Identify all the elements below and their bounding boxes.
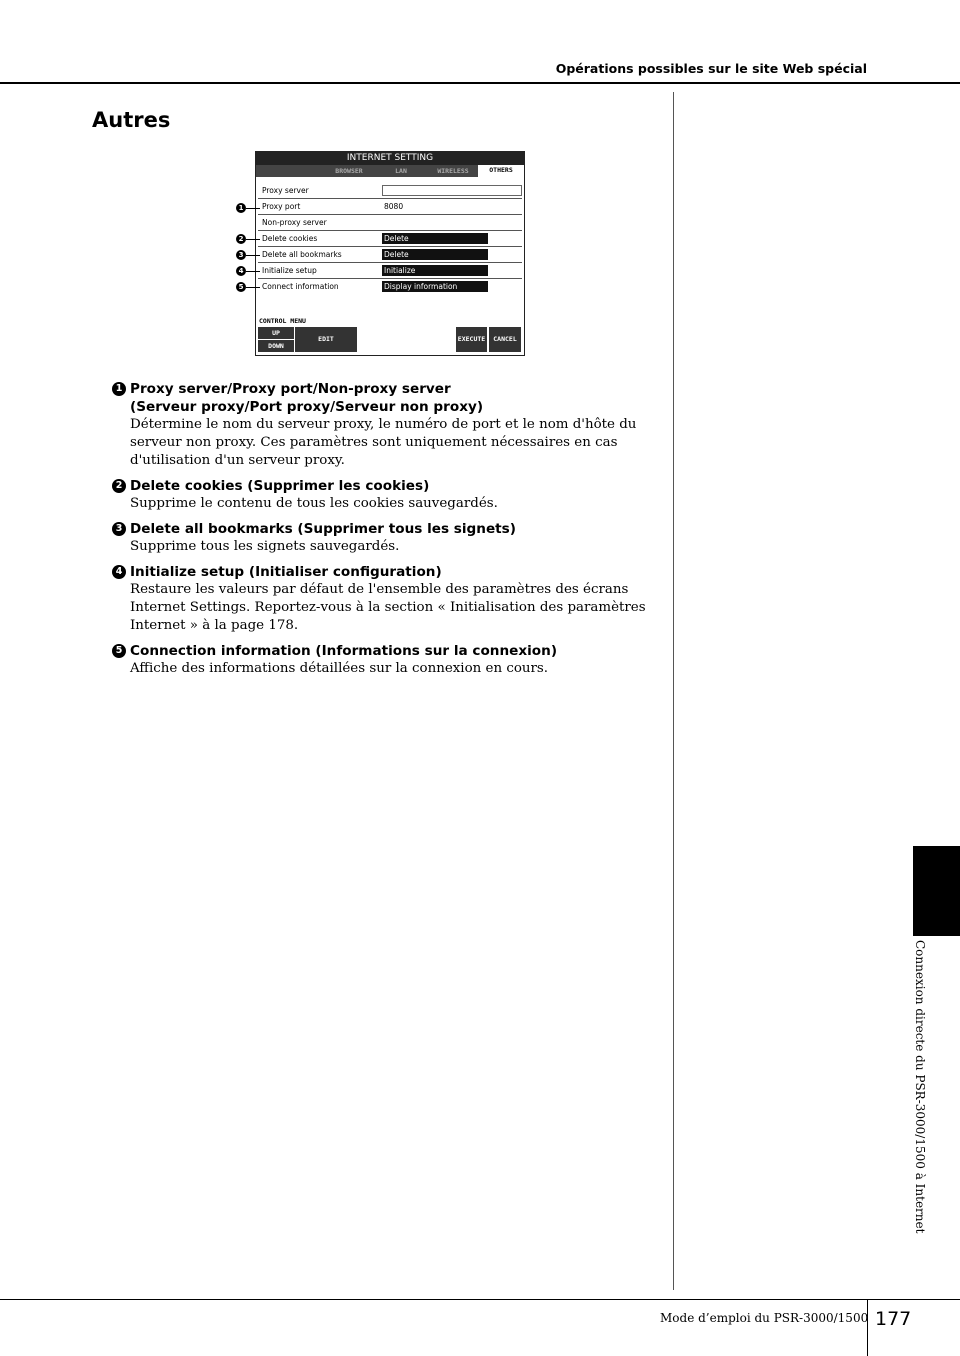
item-number-badge: 1	[112, 382, 126, 396]
list-item	[112, 477, 652, 513]
screen-tab-bar	[256, 165, 524, 177]
setting-row-initialize[interactable]	[258, 263, 522, 279]
setting-row-proxy-server[interactable]	[258, 183, 522, 199]
setting-row-delete-bookmarks[interactable]	[258, 247, 522, 263]
item-heading: Delete cookies (Supprimer les cookies)	[130, 478, 430, 494]
setting-row-proxy-port[interactable]	[258, 199, 522, 215]
execute-button[interactable]: EXECUTE	[456, 327, 487, 352]
list-item	[112, 520, 652, 556]
item-description: Supprime tous les signets sauvegardés.	[130, 539, 400, 554]
item-heading: Initialize setup (Initialiser configuration)	[130, 564, 442, 580]
setting-row-delete-cookies[interactable]	[258, 231, 522, 247]
footer-divider	[867, 1299, 868, 1356]
tab-lan[interactable]: LAN	[395, 167, 407, 175]
setting-value-field[interactable]	[382, 185, 522, 196]
setting-label: Non-proxy server	[262, 218, 327, 227]
callout-leader	[246, 255, 260, 256]
running-header: Opérations possibles sur le site Web spécial	[555, 61, 867, 76]
callout-leader	[246, 239, 260, 240]
setting-label: Proxy port	[262, 202, 301, 211]
initialize-button[interactable]: Initialize	[382, 265, 488, 276]
list-item	[112, 563, 652, 635]
setting-value-field[interactable]: 8080	[384, 202, 404, 211]
item-description: Détermine le nom du serveur proxy, le numéro de port et le nom d'hôte du serveur non proxy. Ces paramètres sont uniquement nécessaires en cas d'utilisation d'un serveur proxy.	[130, 417, 637, 468]
callout-marker-2: 2	[236, 234, 246, 244]
item-description: Affiche des informations détaillées sur la connexion en cours.	[130, 661, 549, 676]
chapter-tab	[913, 846, 960, 936]
up-button[interactable]: UP	[258, 327, 294, 339]
control-menu-label: CONTROL MENU	[259, 317, 306, 325]
chapter-tab-label: Connexion directe du PSR-3000/1500 à Internet	[913, 940, 927, 1234]
item-heading-translation: (Serveur proxy/Port proxy/Serveur non proxy)	[130, 399, 484, 415]
internet-setting-screen	[255, 151, 525, 356]
cancel-button[interactable]: CANCEL	[489, 327, 521, 352]
setting-label: Delete cookies	[262, 234, 318, 243]
tab-others[interactable]: OTHERS	[478, 165, 524, 177]
setting-row-connect-info[interactable]	[258, 279, 522, 295]
item-description: Supprime le contenu de tous les cookies sauvegardés.	[130, 496, 498, 511]
setting-value-field[interactable]	[382, 217, 488, 228]
section-title: Autres	[92, 108, 171, 132]
list-item	[112, 380, 652, 470]
setting-row-non-proxy-server[interactable]	[258, 215, 522, 231]
item-number-badge: 2	[112, 479, 126, 493]
screen-title: INTERNET SETTING	[256, 152, 524, 165]
item-number-badge: 4	[112, 565, 126, 579]
down-button[interactable]: DOWN	[258, 340, 294, 352]
callout-leader	[246, 271, 260, 272]
callout-leader	[246, 208, 260, 209]
list-item	[112, 642, 652, 678]
setting-label: Proxy server	[262, 186, 309, 195]
column-rule	[673, 92, 674, 1290]
item-heading: Connection information (Informations sur la connexion)	[130, 643, 558, 659]
tab-browser[interactable]: BROWSER	[335, 167, 363, 175]
page-number: 177	[875, 1308, 912, 1330]
callout-marker-3: 3	[236, 250, 246, 260]
footer-manual-title: Mode d’emploi du PSR-3000/1500	[660, 1311, 869, 1325]
item-number-badge: 5	[112, 644, 126, 658]
edit-button[interactable]: EDIT	[295, 327, 357, 352]
item-description: Restaure les valeurs par défaut de l'ensemble des paramètres des écrans Internet Settings. Reportez-vous à la section « Initialisation des paramètres Internet » à la page 178.	[130, 582, 646, 633]
callout-leader	[246, 287, 260, 288]
callout-marker-5: 5	[236, 282, 246, 292]
setting-label: Connect information	[262, 282, 339, 291]
display-information-button[interactable]: Display information	[382, 281, 488, 292]
control-menu	[256, 317, 524, 355]
footer-rule	[0, 1299, 960, 1300]
item-number-badge: 3	[112, 522, 126, 536]
callout-marker-4: 4	[236, 266, 246, 276]
item-heading: Delete all bookmarks (Supprimer tous les signets)	[130, 521, 516, 537]
setting-label: Delete all bookmarks	[262, 250, 342, 259]
tab-wireless[interactable]: WIRELESS	[437, 167, 469, 175]
callout-marker-1: 1	[236, 203, 246, 213]
item-heading: Proxy server/Proxy port/Non-proxy server	[130, 381, 451, 397]
header-rule	[0, 82, 960, 84]
delete-bookmarks-button[interactable]: Delete	[382, 249, 488, 260]
delete-cookies-button[interactable]: Delete	[382, 233, 488, 244]
item-list	[112, 380, 652, 685]
setting-label: Initialize setup	[262, 266, 317, 275]
